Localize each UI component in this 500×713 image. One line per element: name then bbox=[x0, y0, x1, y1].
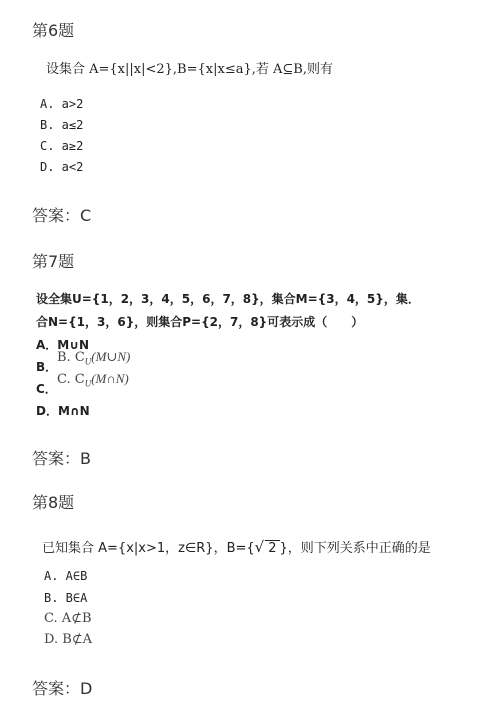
question-6-option-c: C. a≥2 bbox=[40, 139, 84, 153]
question-7-option-d: D．M∩N bbox=[36, 404, 90, 418]
option-b-prefix: B. C bbox=[57, 350, 85, 365]
question-8-option-a: A. A∈B bbox=[44, 569, 88, 583]
question-7-option-b-letter: B． bbox=[36, 360, 58, 374]
question-6-stem: 设集合 A={x||x|<2},B={x|x≤a},若 A⊆B,则有 bbox=[46, 62, 333, 77]
question-6-option-b: B. a≤2 bbox=[40, 118, 84, 132]
question-7-stem-line-2: 合N={1，3，6}，则集合P={2，7，8}可表示成（ ） bbox=[36, 315, 364, 329]
question-8-option-b: B. B∈A bbox=[44, 591, 88, 605]
sqrt-symbol: √ bbox=[254, 538, 265, 556]
question-8-stem-prefix: 已知集合 A={x|x>1，z∈R}，B={ bbox=[42, 541, 255, 556]
question-7-answer: 答案：B bbox=[32, 449, 91, 468]
sqrt-radicand: 2 bbox=[265, 540, 279, 556]
question-6-title: 第6题 bbox=[32, 21, 75, 40]
question-6-option-d: D. a<2 bbox=[40, 160, 84, 174]
question-7-option-a: A．M∪N bbox=[36, 338, 90, 352]
option-b-set: (M∪N) bbox=[91, 349, 131, 364]
question-7-option-b-expression bbox=[57, 349, 130, 367]
question-7-title: 第7题 bbox=[32, 252, 75, 271]
question-6-option-a: A. a>2 bbox=[40, 97, 84, 111]
question-8-option-c: C. A⊄B bbox=[44, 611, 92, 626]
question-8-title: 第8题 bbox=[32, 493, 75, 512]
option-b-subscript: U bbox=[84, 356, 92, 367]
question-8-option-d: D. B⊄A bbox=[44, 632, 93, 647]
option-c-prefix: C. C bbox=[57, 372, 85, 387]
option-c-subscript: U bbox=[84, 378, 92, 389]
option-c-set: (M∩N) bbox=[91, 371, 129, 386]
question-7-option-c-expression bbox=[57, 371, 129, 389]
question-7-stem-line-1: 设全集U={1，2，3，4，5，6，7，8}，集合M={3，4，5}，集． bbox=[36, 292, 420, 306]
question-8-stem-suffix: }，则下列关系中正确的是 bbox=[279, 541, 431, 556]
question-7-option-c-letter: C． bbox=[36, 382, 57, 396]
question-8-stem bbox=[42, 537, 431, 556]
question-8-answer: 答案：D bbox=[32, 679, 93, 698]
question-6-answer: 答案：C bbox=[32, 206, 92, 225]
